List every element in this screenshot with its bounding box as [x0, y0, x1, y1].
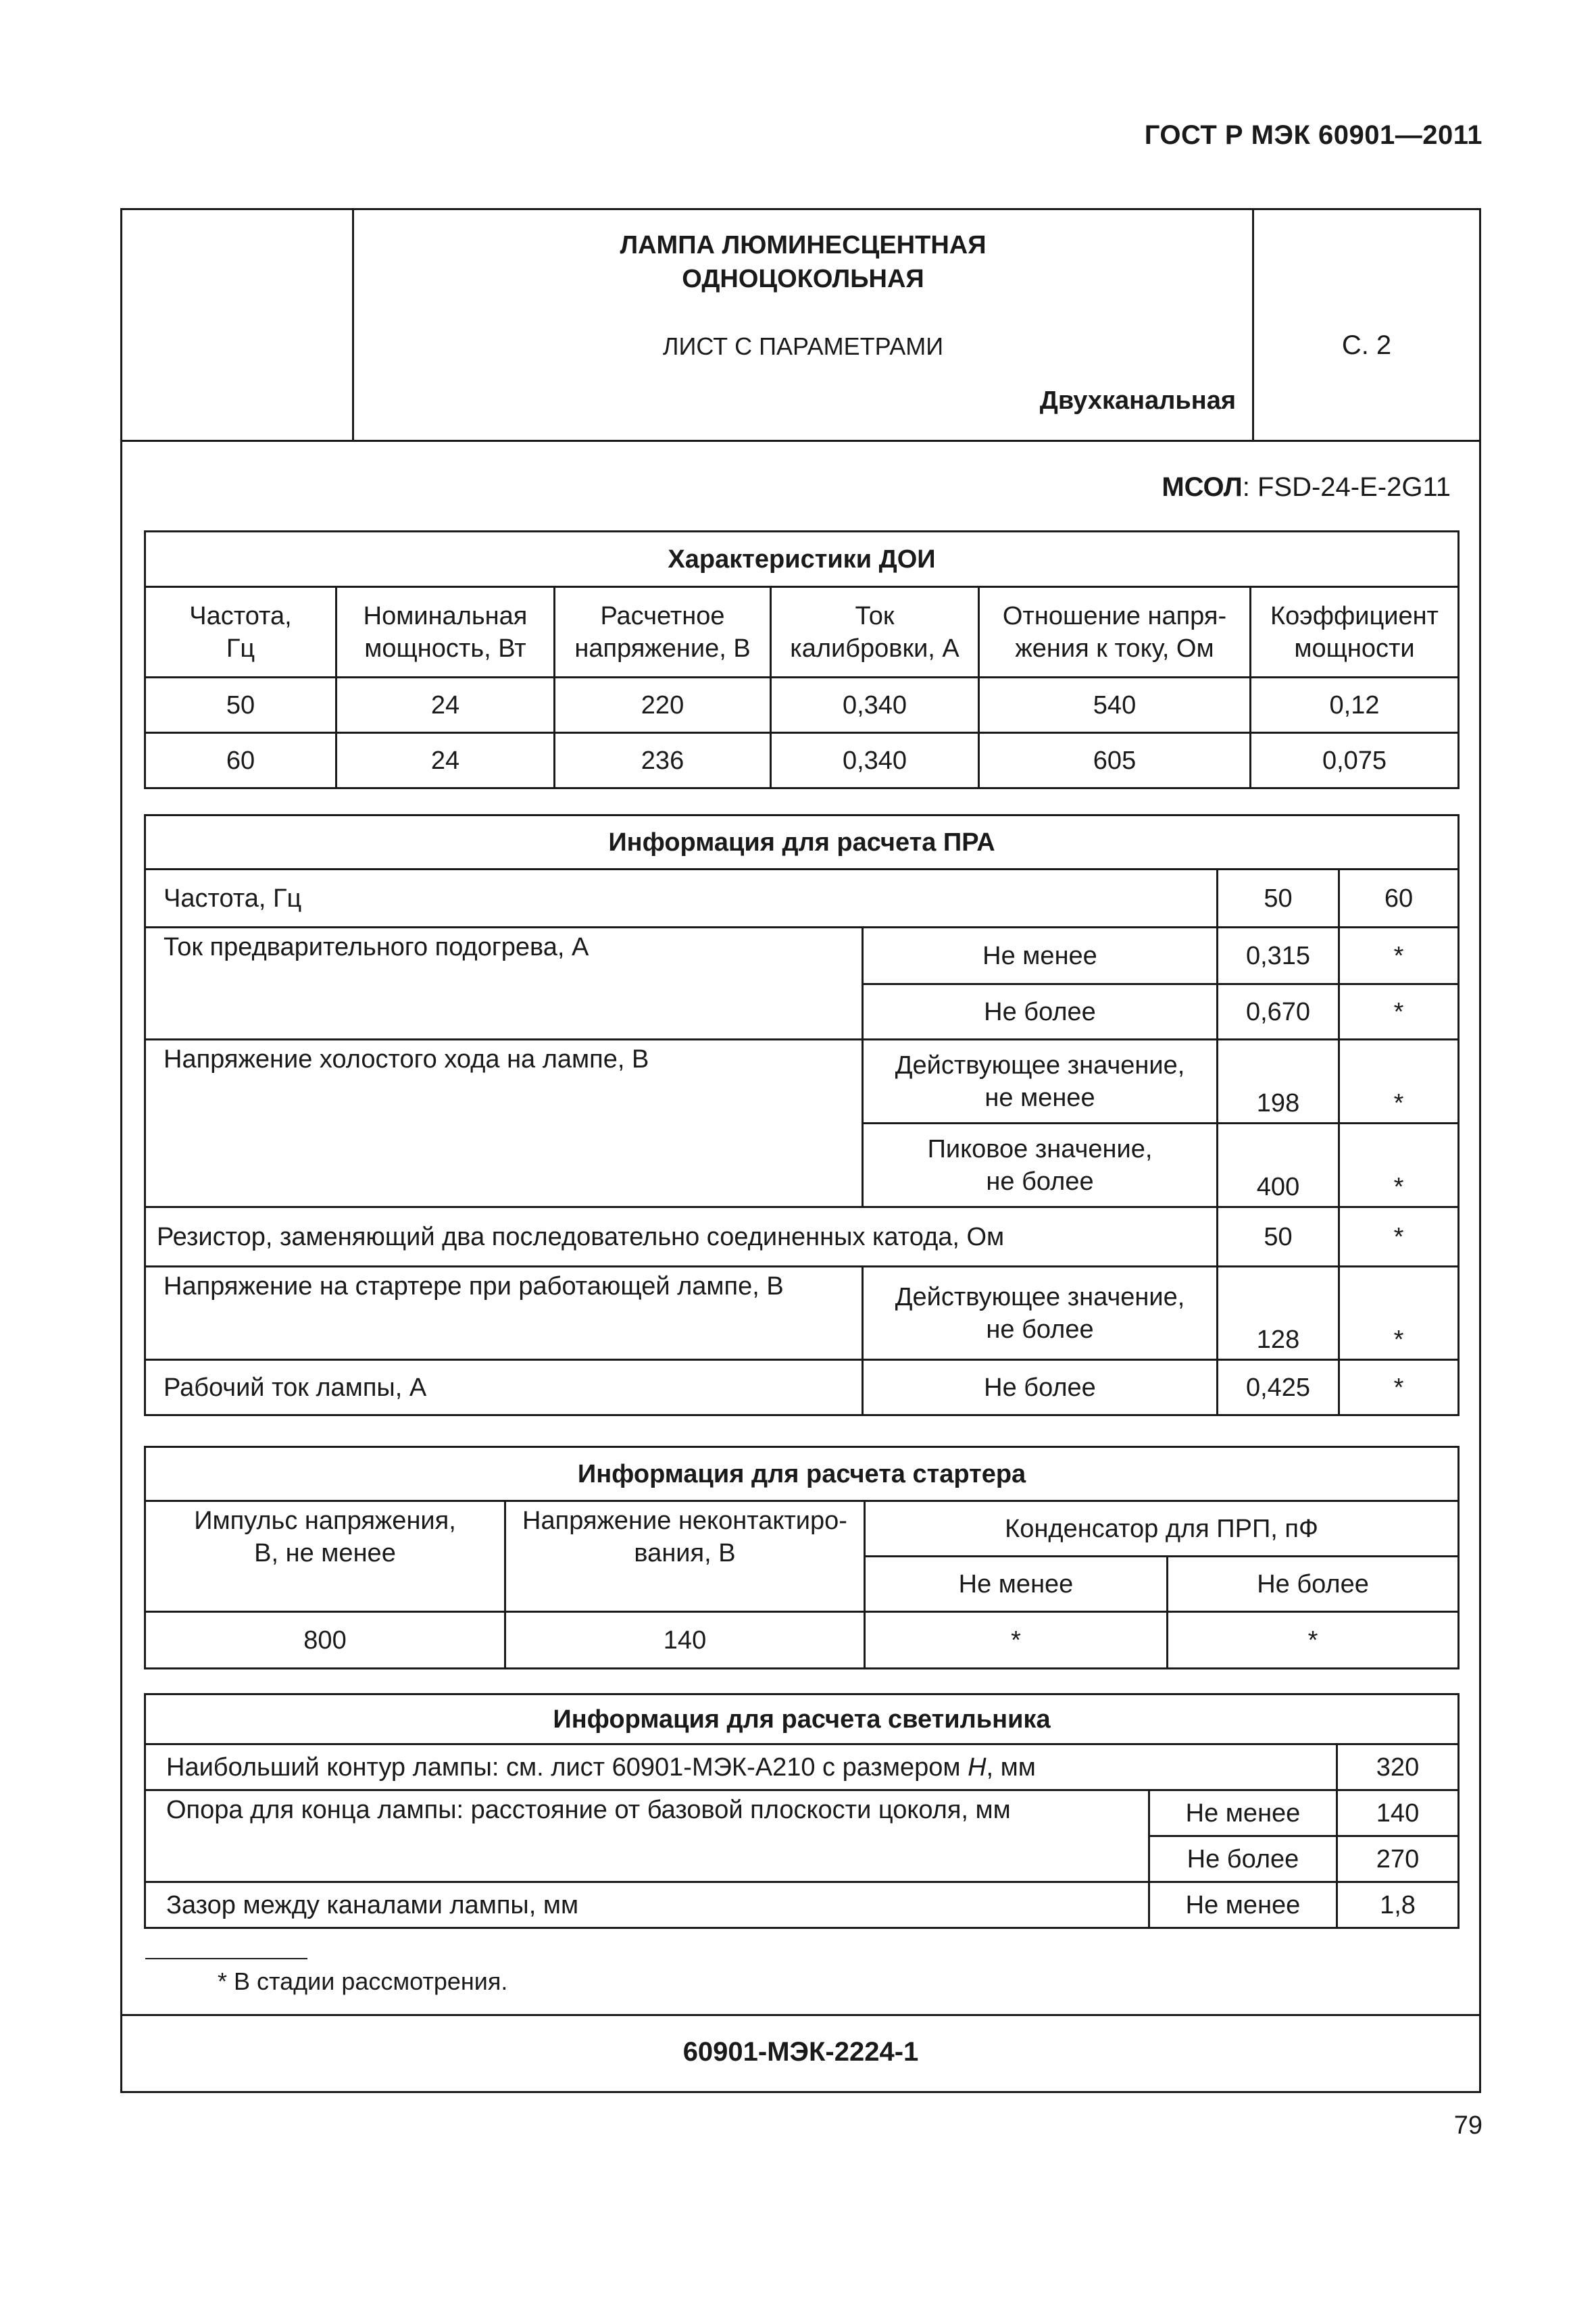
support-min-value: 140 — [1337, 1790, 1459, 1836]
title-divider-right — [1252, 210, 1254, 441]
starter-table — [144, 1446, 1460, 1669]
contour-value: 320 — [1337, 1744, 1459, 1790]
resistor-label: Резистор, заменяющий два последовательно соединенных катода, Ом — [145, 1207, 1218, 1267]
preheat-max-label: Не более — [863, 984, 1218, 1040]
ocv-peak-60: * — [1339, 1124, 1459, 1207]
support-max-label: Не более — [1149, 1836, 1337, 1882]
lamp-current-60: * — [1339, 1360, 1459, 1415]
ocv-peak-condition: Пиковое значение, не более — [863, 1124, 1218, 1207]
luminaire-title: Информация для расчета светильника — [145, 1694, 1459, 1744]
col-header-power: Номинальная мощность, Вт — [336, 587, 555, 678]
page-number: 79 — [1453, 2111, 1482, 2140]
col-header-voltage: Расчетное напряжение, В — [555, 587, 771, 678]
frequency-50: 50 — [1218, 870, 1339, 928]
code-block-top-line — [122, 2014, 1479, 2016]
preheat-label: Ток предварительного подогрева, А — [145, 928, 863, 1040]
ocv-rms-condition: Действующее значение, не менее — [863, 1040, 1218, 1124]
preheat-max-60: * — [1339, 984, 1459, 1040]
starter-voltage-60: * — [1339, 1267, 1459, 1360]
ballast-title: Информация для расчета ПРА — [145, 815, 1459, 870]
preheat-min-60: * — [1339, 928, 1459, 984]
starter-voltage-50: 128 — [1218, 1267, 1339, 1360]
support-min-label: Не менее — [1149, 1790, 1337, 1836]
ocv-rms-50: 198 — [1218, 1040, 1339, 1124]
footnote-rule — [145, 1958, 307, 1959]
col-header-non-contact-voltage: Напряжение неконтактиро- вания, В — [505, 1501, 865, 1612]
lamp-current-50: 0,425 — [1218, 1360, 1339, 1415]
preheat-max-50: 0,670 — [1218, 984, 1339, 1040]
starter-voltage-condition: Действующее значение, не более — [863, 1267, 1218, 1360]
ocv-rms-60: * — [1339, 1040, 1459, 1124]
frequency-label: Частота, Гц — [145, 870, 1218, 928]
lamp-current-condition: Не более — [863, 1360, 1218, 1415]
footnote: * В стадии рассмотрения. — [218, 1967, 508, 1995]
col-header-ratio: Отношение напря- жения к току, Ом — [979, 587, 1251, 678]
resistor-50: 50 — [1218, 1207, 1339, 1267]
designation-value: : FSD-24-E-2G11 — [1242, 472, 1451, 502]
col-header-pulse-voltage: Импульс напряжения, В, не менее — [145, 1501, 505, 1612]
col-header-current: Ток калибровки, А — [771, 587, 979, 678]
col-header-capacitor: Конденсатор для ПРП, пФ — [865, 1501, 1459, 1557]
preheat-min-label: Не менее — [863, 928, 1218, 984]
title-line-2: ОДНОЦОКОЛЬНАЯ — [682, 265, 924, 293]
frequency-60: 60 — [1339, 870, 1459, 928]
luminaire-table — [144, 1693, 1460, 1929]
standard-number: ГОСТ Р МЭК 60901—2011 — [1144, 120, 1482, 150]
col-header-frequency: Частота, Гц — [145, 587, 336, 678]
gap-condition: Не менее — [1149, 1882, 1337, 1928]
ocv-peak-50: 400 — [1218, 1124, 1339, 1207]
ballast-table — [144, 814, 1460, 1416]
resistor-60: * — [1339, 1207, 1459, 1267]
title-line-1: ЛАМПА ЛЮМИНЕСЦЕНТНАЯ — [620, 231, 987, 259]
sheet-code: 60901-МЭК-2224-1 — [682, 2037, 919, 2067]
characteristics-table — [144, 530, 1460, 789]
starter-title: Информация для расчета стартера — [145, 1447, 1459, 1501]
preheat-min-50: 0,315 — [1218, 928, 1339, 984]
designation-label: МСОЛ — [1162, 472, 1243, 502]
lamp-variant: Двухканальная — [1039, 386, 1236, 415]
lamp-designation — [1162, 471, 1451, 503]
col-header-capacitor-min: Не менее — [865, 1557, 1168, 1612]
table-row: 50 24 220 0,340 540 0,12 — [145, 678, 1459, 733]
contour-label: Наибольший контур лампы: см. лист 60901-МЭК-А210 с размером H, мм — [145, 1744, 1337, 1790]
support-label: Опора для конца лампы: расстояние от базовой плоскости цоколя, мм — [145, 1790, 1149, 1882]
table-row: 60 24 236 0,340 605 0,075 — [145, 733, 1459, 788]
col-header-capacitor-max: Не более — [1168, 1557, 1459, 1612]
gap-value: 1,8 — [1337, 1882, 1459, 1928]
title-block-bottom-line — [122, 440, 1479, 442]
starter-voltage-label: Напряжение на стартере при работающей лампе, В — [145, 1267, 863, 1360]
ocv-label: Напряжение холостого хода на лампе, В — [145, 1040, 863, 1207]
col-header-power-factor: Коэффициент мощности — [1251, 587, 1459, 678]
lamp-current-label: Рабочий ток лампы, А — [145, 1360, 863, 1415]
page-reference: С. 2 — [1341, 330, 1392, 360]
support-max-value: 270 — [1337, 1836, 1459, 1882]
sheet-type: ЛИСТ С ПАРАМЕТРАМИ — [662, 332, 944, 360]
gap-label: Зазор между каналами лампы, мм — [145, 1882, 1149, 1928]
characteristics-title: Характеристики ДОИ — [145, 532, 1459, 587]
table-row: 800 140 * * — [145, 1612, 1459, 1669]
